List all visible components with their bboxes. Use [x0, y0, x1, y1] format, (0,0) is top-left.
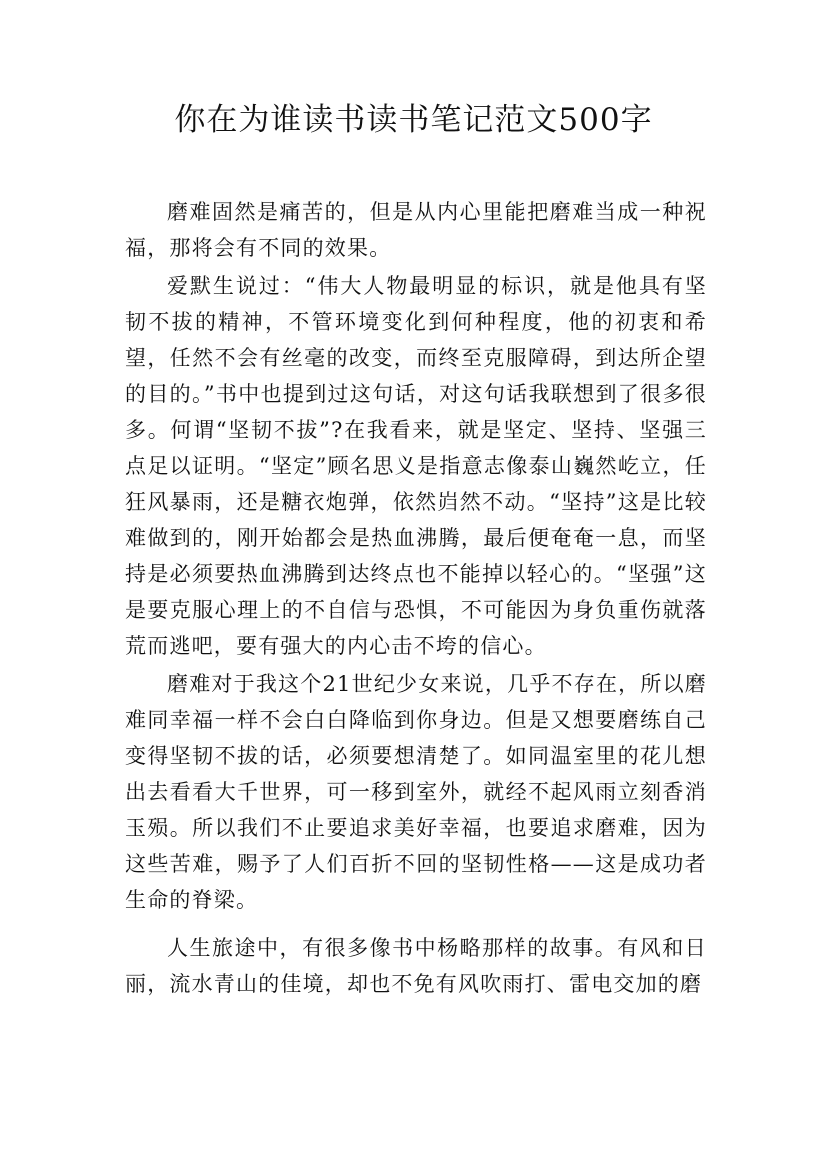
document-title: 你在为谁读书读书笔记范文500字 [174, 102, 653, 138]
paragraph: 爱默生说过：“伟大人物最明显的标识，就是他具有坚韧不拔的精神，不管环境变化到何种程度，他的初衷和希望，任然不会有丝毫的改变，而终至克服障碍，到达所企望的目的。”书中也提到过这句话，对这句话我联想到了很多很多。何谓“坚韧不拔”?在我看来，就是坚定、坚持、坚强三点足以证明。“坚定”顾名思义是指意志像泰山巍然屹立，任狂风暴雨，还是糖衣炮弹，依然岿然不动。“坚持”这是比较难做到的，刚开始都会是热血沸腾，最后便奄奄一息，而坚持是必须要热血沸腾到达终点也不能掉以轻心的。“坚强”这是要克服心理上的不自信与恐惧，不可能因为身负重伤就落荒而逃吧，要有强大的内心击不垮的信心。 [125, 274, 707, 658]
paragraph: 磨难固然是痛苦的，但是从内心里能把磨难当成一种祝福，那将会有不同的效果。 [125, 200, 707, 260]
document-body [125, 194, 707, 1002]
paragraph: 磨难对于我这个21世纪少女来说，几乎不存在，所以磨难同幸福一样不会白白降临到你身边。但是又想要磨练自己变得坚韧不拔的话，必须要想清楚了。如同温室里的花儿想出去看看大千世界，可一移到室外，就经不起风雨立刻香消玉殒。所以我们不止要追求美好幸福，也要追求磨难，因为这些苦难，赐予了人们百折不回的坚韧性格——这是成功者生命的脊梁。 [125, 672, 707, 912]
paragraph: 人生旅途中，有很多像书中杨略那样的故事。有风和日丽，流水青山的佳境，却也不免有风吹雨打、雷电交加的磨 [125, 936, 707, 996]
